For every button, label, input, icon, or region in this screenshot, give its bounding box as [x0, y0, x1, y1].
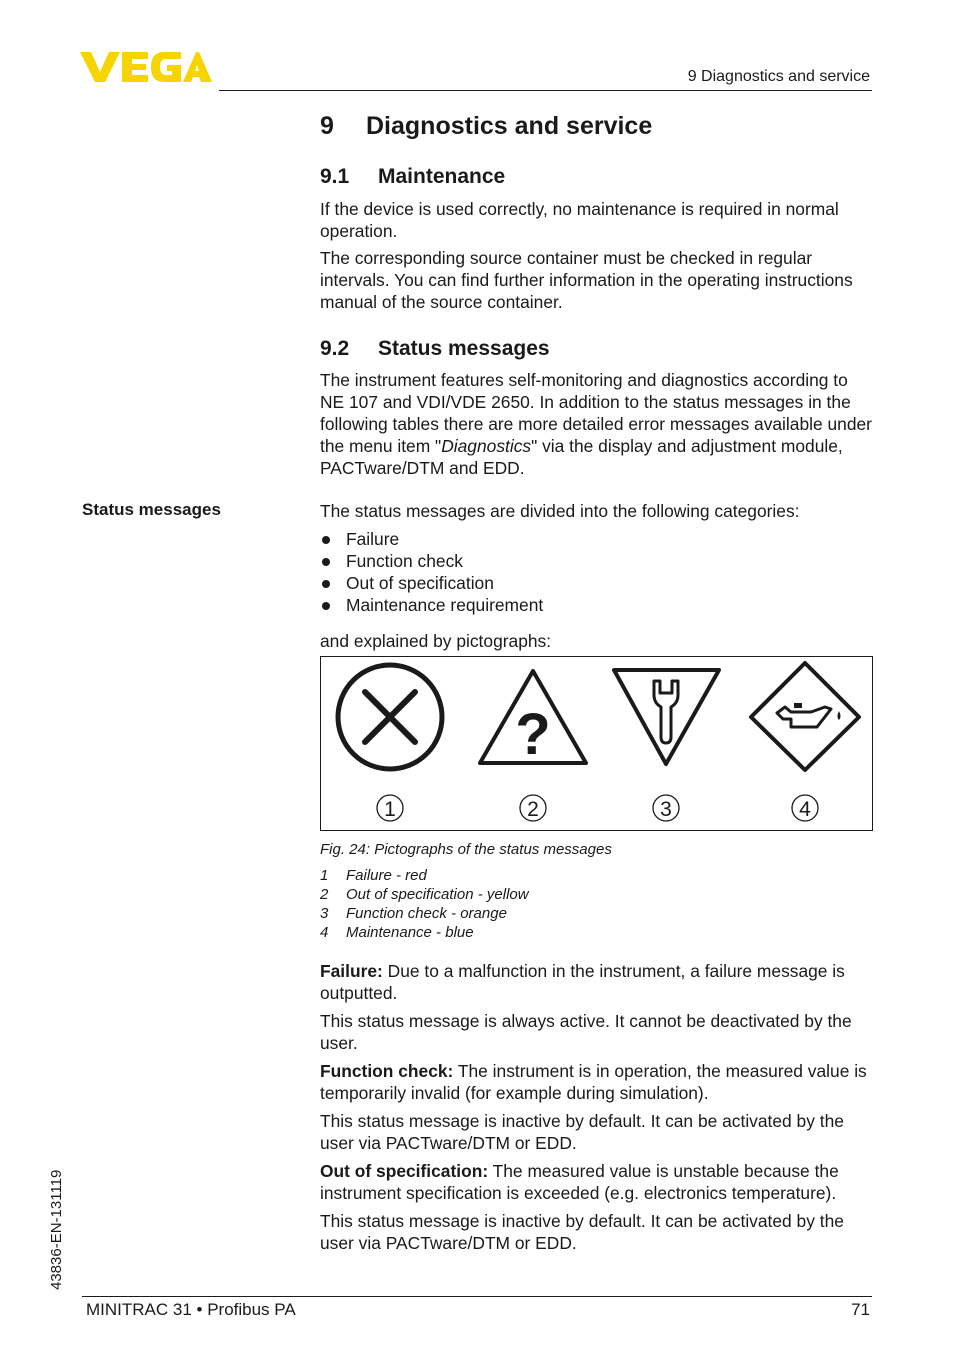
figure-caption: Fig. 24: Pictographs of the status messages — [320, 841, 612, 858]
marker-2 — [520, 795, 546, 821]
status-intro-text-a: The instrument features self-monitoring and diagnostics according to NE 107 and VDI/VDE 2650. In addition to the status messages in the following tables there are more detailed error messages available under the menu item " — [320, 370, 872, 456]
svg-text:2: 2 — [527, 798, 539, 821]
page-number: 71 — [851, 1300, 870, 1319]
categories-intro: The status messages are divided into the following categories: — [320, 501, 800, 521]
svg-text:3: 3 — [660, 798, 672, 821]
section-heading-maintenance — [320, 165, 872, 189]
function-check-icon — [614, 670, 719, 764]
chapter-number: 9 — [320, 112, 334, 140]
running-header: 9 Diagnostics and service — [687, 68, 870, 85]
pictographs-svg — [321, 657, 872, 830]
function-check-note: This status message is inactive by default. It can be activated by the user via PACTware/DTM or EDD. — [320, 1111, 844, 1153]
function-check-description: Function check: The instrument is in operation, the measured value is temporarily invalid (for example during simulation). — [320, 1061, 867, 1103]
status-intro-paragraph — [320, 369, 872, 479]
legend-item: 4 Maintenance - blue — [320, 924, 474, 941]
out-of-spec-note: This status message is inactive by default. It can be activated by the user via PACTware/DTM or EDD. — [320, 1211, 844, 1253]
failure-description: Failure: Due to a malfunction in the instrument, a failure message is outputted. — [320, 961, 845, 1003]
failure-label: Failure: — [320, 961, 383, 981]
menu-item-diagnostics: Diagnostics — [441, 436, 532, 456]
chapter-title: Diagnostics and service — [366, 112, 653, 140]
pictographs-intro: and explained by pictographs: — [320, 631, 552, 651]
marker-3 — [653, 795, 679, 821]
failure-icon — [338, 665, 442, 769]
svg-text:4: 4 — [799, 798, 811, 821]
figure-legend — [320, 866, 872, 942]
maintenance-paragraph-2: The corresponding source container must be checked in regular intervals. You can find further information in the operating instructions manual of the source container. — [320, 248, 853, 312]
document-id: 43836-EN-131119 — [48, 1169, 65, 1290]
categories-list — [320, 528, 872, 616]
maintenance-paragraph-1: If the device is used correctly, no maintenance is required in normal operation. — [320, 199, 839, 241]
footer-product: MINITRAC 31 • Profibus PA — [86, 1300, 296, 1319]
list-item: Failure — [320, 528, 872, 550]
section-heading-status — [320, 337, 872, 361]
failure-note: This status message is always active. It cannot be deactivated by the user. — [320, 1011, 852, 1053]
list-item: Out of specification — [320, 572, 872, 594]
list-item: Maintenance requirement — [320, 594, 872, 616]
section-number: 9.2 — [320, 337, 350, 360]
footer-rule — [82, 1296, 872, 1297]
legend-item: 1 Failure - red — [320, 867, 427, 884]
header-rule — [219, 90, 872, 91]
marker-1 — [377, 795, 403, 821]
svg-text:1: 1 — [384, 798, 396, 821]
out-of-spec-description: Out of specification: The measured value is unstable because the instrument specification is exceeded (e.g. electronics temperature). — [320, 1161, 839, 1203]
pictographs-figure — [320, 656, 873, 831]
section-number: 9.1 — [320, 165, 350, 188]
svg-text:?: ? — [515, 702, 551, 767]
chapter-heading — [320, 112, 872, 141]
margin-label-status-messages: Status messages — [82, 500, 221, 519]
out-of-specification-icon — [480, 671, 586, 767]
status-intro-text-b: " via the display and adjustment module, PACTware/DTM and EDD. — [320, 436, 843, 478]
section-title: Status messages — [378, 337, 550, 360]
function-check-label: Function check: — [320, 1061, 454, 1081]
legend-item: 3 Function check - orange — [320, 905, 507, 922]
out-of-spec-label: Out of specification: — [320, 1161, 489, 1181]
maintenance-icon — [751, 663, 859, 770]
list-item: Function check — [320, 550, 872, 572]
vega-logo — [80, 50, 212, 84]
legend-item: 2 Out of specification - yellow — [320, 886, 529, 903]
marker-4 — [792, 795, 818, 821]
section-title: Maintenance — [378, 165, 506, 188]
